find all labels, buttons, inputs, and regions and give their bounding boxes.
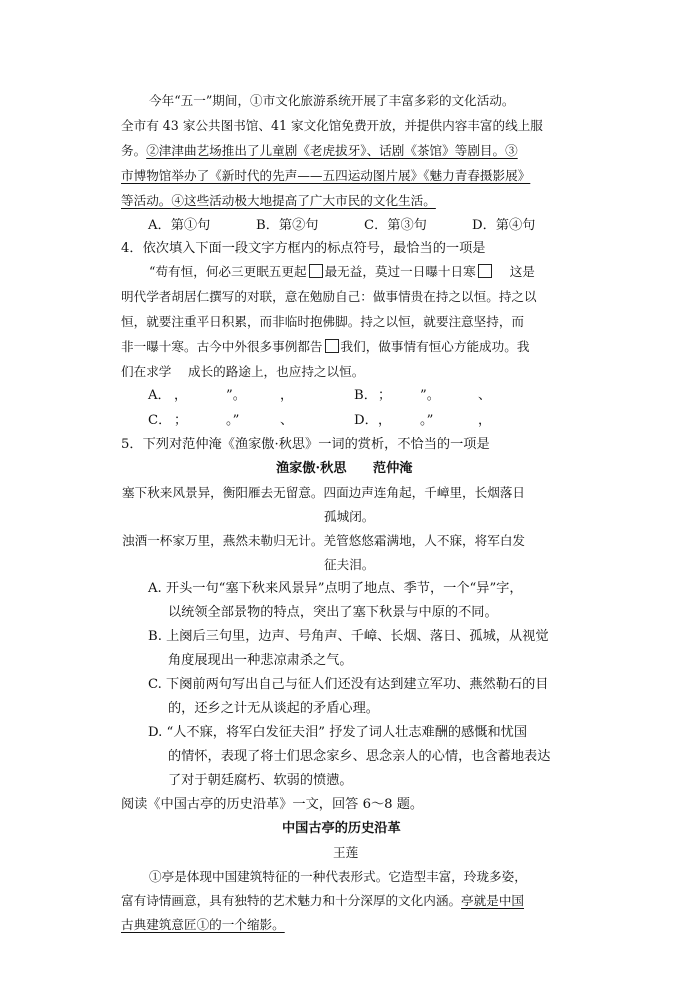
option-d-label: D． xyxy=(354,413,378,428)
poem-line-3: 浊酒一杯家万里，燕然未勒归无计。羌管悠悠霜满地，人不寐，将军白发 xyxy=(122,533,525,548)
q5-option-c-line-2: 的，还乡之计无从谈起的矛盾心理。 xyxy=(168,701,379,716)
q4-line-2: 明代学者胡居仁撰写的对联，意在勉励自己：做事情贵在持之以恒。持之以 xyxy=(121,289,537,304)
q5-option-a-line-2: 以统领全部景物的特点，突出了塞下秋景与中原的不同。 xyxy=(168,605,498,620)
reading-text: 富有诗情画意，具有独特的艺术魅力和十分深厚的文化内涵。 xyxy=(121,893,462,908)
q5-option-c-line-1: C. 下阕前两句写出自己与征人们还没有达到建立军功、燕然勒石的目 xyxy=(148,677,549,692)
passage-line-1: 今年“五一”期间，①市文化旅游系统开展了丰富多彩的文化活动。 xyxy=(149,93,515,108)
q4-text: 我们，做事情有恒心方能成功。我 xyxy=(340,339,530,354)
option-b-label: B． xyxy=(354,388,377,403)
q4-stem: 4．依次填入下面一段文字方框内的标点符号，最恰当的一项是 xyxy=(121,241,486,256)
option-d-mark1: ， xyxy=(378,413,392,428)
passage-line-4: 市博物馆举办了《新时代的先声——五四运动图片展》《魅力青春摄影展》 xyxy=(121,168,531,183)
q5-option-b-line-2: 角度展现出一种悲凉肃杀之气。 xyxy=(168,653,353,668)
q5-option-d-line-2: 的情怀，表现了将士们思念家乡、思念亲人的心情，也含蓄地表达 xyxy=(168,749,551,764)
blank-box xyxy=(325,339,339,353)
q4-line-3: 恒，就要注重平日积累，而非临时抱佛脚。持之以恒，就要注意坚持，而 xyxy=(121,314,524,329)
q5-option-d-line-1: D. “人不寐，将军白发征夫泪” 抒发了词人壮志难酬的感慨和忧国 xyxy=(148,725,528,740)
option-d-mark3: ， xyxy=(478,413,492,428)
blank-box xyxy=(478,264,492,278)
option-c-mark3: 、 xyxy=(280,413,294,428)
reading-para-line-2 xyxy=(121,888,524,913)
reading-author: 王莲 xyxy=(333,845,359,860)
option-a-mark3: ， xyxy=(280,388,294,403)
reading-para-line-3: 古典建筑意匠①的一个缩影。 xyxy=(121,917,285,932)
q4-line-5: 们在求学 成长的路途上，也应持之以恒。 xyxy=(121,364,365,379)
option-a-label: A． xyxy=(148,388,171,403)
underlined-sentence: ②津津曲艺场推出了儿童剧《老虎拔牙》、话剧《茶馆》等剧目。③ xyxy=(146,143,518,158)
option-c-mark2: 。” xyxy=(226,413,240,428)
option-d-mark2: 。” xyxy=(420,413,434,428)
q4-text: “苟有恒，何必三更眠五更起 xyxy=(149,264,307,279)
q4-options-ab xyxy=(148,383,491,408)
q4-options-cd xyxy=(148,408,491,433)
underlined-sentence: ④这些活动极大地提高了广大市民的文化生活。 xyxy=(171,193,436,208)
option-b-mark2: ”。 xyxy=(420,388,440,403)
passage-line-5 xyxy=(121,188,436,213)
passage-text: 务。 xyxy=(121,143,147,158)
reading-title: 中国古亭的历史沿革 xyxy=(282,821,401,836)
q4-text: 最无益，莫过一日曝十日寒 xyxy=(324,264,476,279)
option-a-mark1: ， xyxy=(174,388,188,403)
q5-stem: 5．下列对范仲淹《渔家傲·秋思》一词的赏析，不恰当的一项是 xyxy=(121,437,490,452)
poem-line-1: 塞下秋来风景异，衡阳雁去无留意。四面边声连角起，千嶂里，长烟落日 xyxy=(122,485,525,500)
underlined-sentence: 等活动。 xyxy=(121,193,172,208)
q4-text: 这是 xyxy=(509,264,535,279)
q5-option-b-line-1: B. 上阕后三句里，边声、号角声、千嶂、长烟、落日、孤城，从视觉 xyxy=(148,629,549,644)
passage-line-2: 全市有 43 家公共图书馆、41 家文化馆免费开放，并提供内容丰富的线上服 xyxy=(121,118,543,133)
poem-line-2: 孤城闭。 xyxy=(324,509,375,524)
poem-title: 渔家傲·秋思 范仲淹 xyxy=(276,461,413,476)
reading-para-line-1: ①亭是体现中国建筑特征的一种代表形式。它造型丰富，玲珑多姿， xyxy=(149,869,527,884)
q4-text: 非一曝十寒。古今中外很多事例都告 xyxy=(121,339,323,354)
blank-box xyxy=(309,264,323,278)
q5-option-d-line-3: 了对于朝廷腐朽、软弱的愤懑。 xyxy=(168,773,353,788)
underlined-sentence: 亭就是中国 xyxy=(461,893,524,908)
option-b-mark1: ； xyxy=(378,388,392,403)
passage-line-3 xyxy=(121,138,518,163)
option-a: A．第①句 xyxy=(148,218,211,233)
poem-line-4: 征夫泪。 xyxy=(324,557,375,572)
option-d: D．第④句 xyxy=(472,218,536,233)
q3-options xyxy=(148,213,535,238)
option-b: B．第②句 xyxy=(256,218,319,233)
option-c-mark1: ； xyxy=(174,413,188,428)
reading-intro: 阅读《中国古亭的历史沿革》一文，回答 6～8 题。 xyxy=(121,797,424,812)
option-b-mark3: 、 xyxy=(478,388,492,403)
option-a-mark2: ”。 xyxy=(226,388,246,403)
q5-option-a-line-1: A. 开头一句“塞下秋来风景异”点明了地点、季节，一个“异”字， xyxy=(148,581,523,596)
option-c-label: C． xyxy=(148,413,172,428)
q4-line-1 xyxy=(149,259,535,284)
q4-line-4 xyxy=(121,334,529,359)
option-c: C．第③句 xyxy=(364,218,427,233)
